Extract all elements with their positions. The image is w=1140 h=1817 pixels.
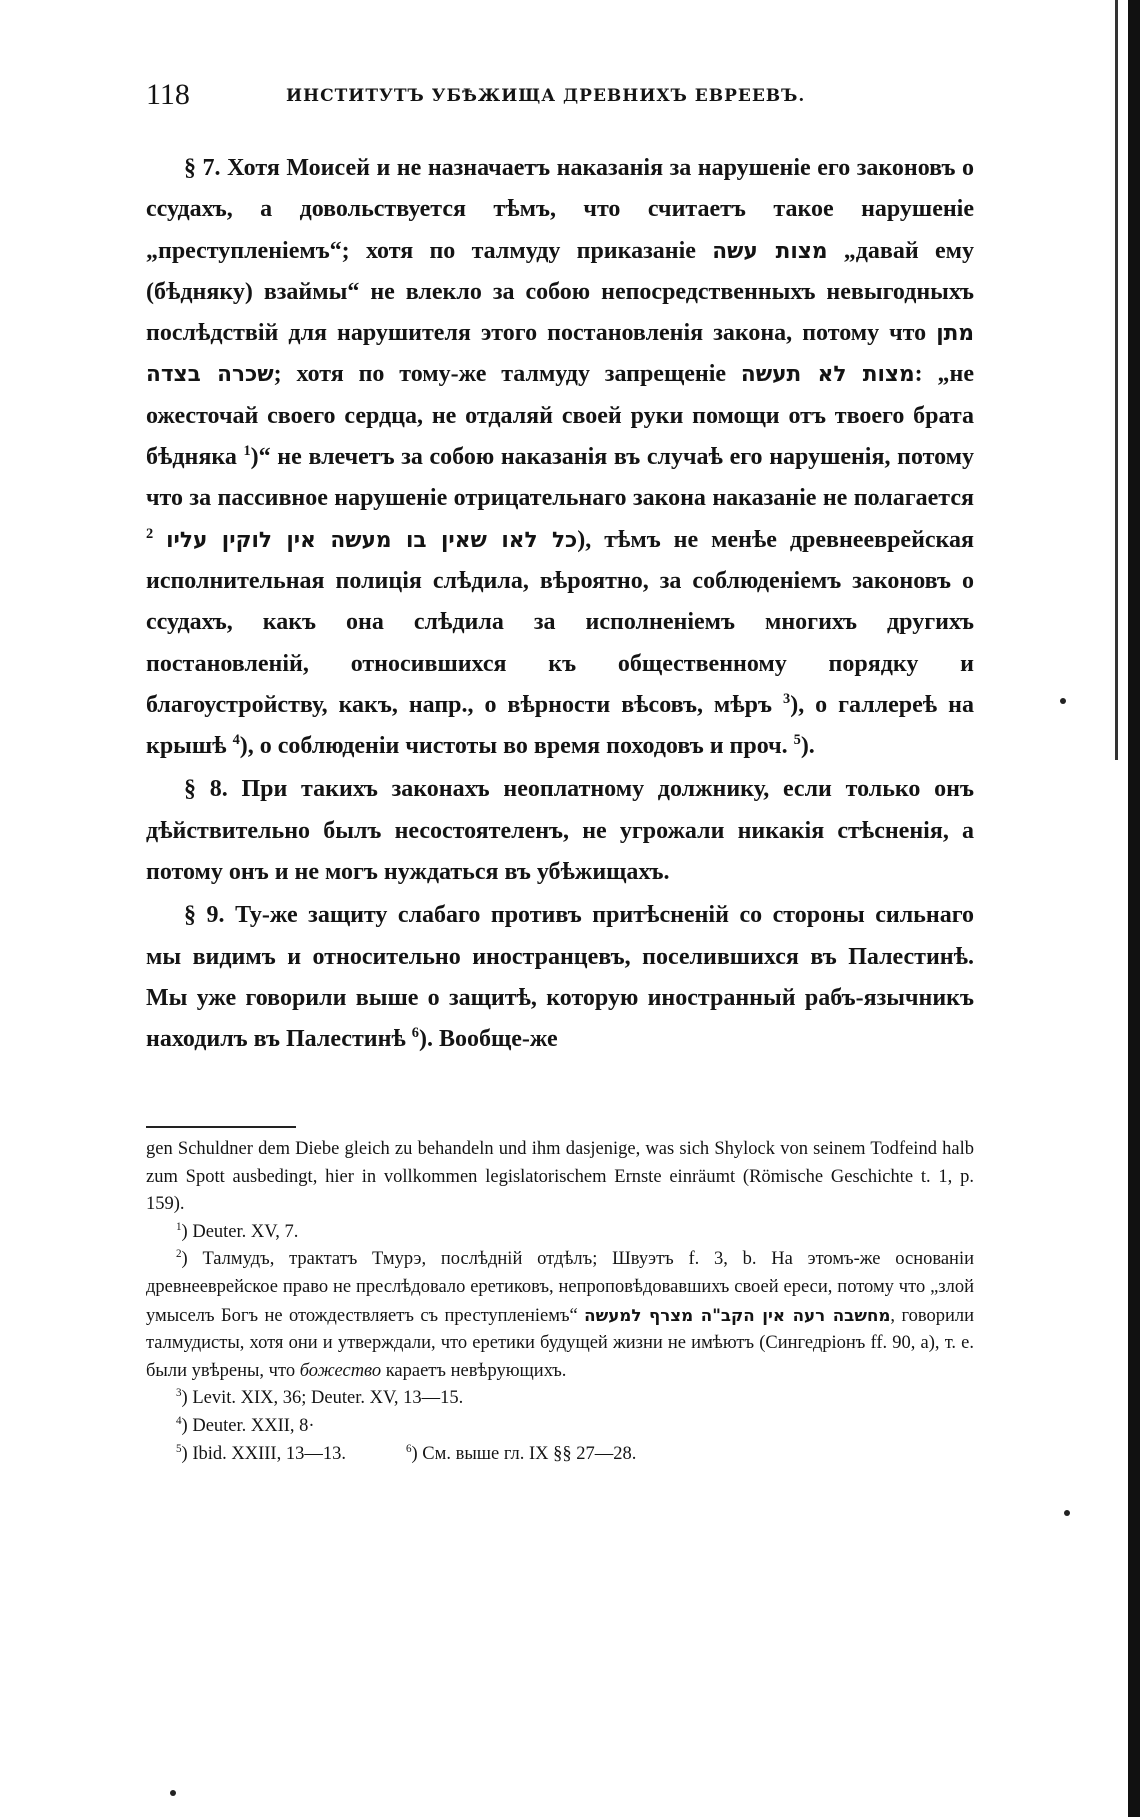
footnote-ref-3: 3: [783, 690, 791, 707]
running-title: ИНСТИТУТЪ УБѢЖИЩА ДРЕВНИХЪ ЕВРЕЕВЪ.: [286, 86, 806, 106]
footnote-ref-1: 1: [243, 443, 251, 460]
hebrew-phrase: מחשבה רעה אין הקב"ה מצרף למעשה: [584, 1305, 891, 1325]
hebrew-phrase: מצות לא תעשה: [740, 362, 915, 388]
footnote-continuation: gen Schuldner dem Diebe gleich zu behandeln und ihm dasjenige, was sich Shylock von seinem Todfeind halb zum Spott ausbedingt, hier in vollkommen legislatorischem Ernste einräumt (Römische Geschichte t. 1, p. 159).: [146, 1139, 974, 1215]
page-number: 118: [146, 78, 190, 111]
paragraph-9: § 9. Ту-же защиту слабаго противъ притѣсненій со стороны сильнаго мы видимъ и относительно иностранцевъ, поселившихся въ Палестинѣ. Мы уже говорили выше о защитѣ, которую иностранный рабъ-язычникъ находилъ въ Палестинѣ $^6$). Вообще-же: [146, 902, 974, 1053]
scan-speck: [1064, 1510, 1070, 1516]
hebrew-phrase: מתן שכרה בצדה: [146, 321, 974, 388]
scan-speck: [1060, 698, 1066, 704]
footnote-ref-5: 5: [793, 732, 801, 749]
footnote-ref-2: 2: [146, 525, 154, 542]
footnote-ref-6: 6: [411, 1025, 419, 1042]
page-header: [146, 78, 976, 118]
scan-speck: [170, 1790, 176, 1796]
paragraph-8: § 8. При такихъ законахъ неоплатному должнику, если только онъ дѣйствительно былъ несостоятеленъ, не угрожали никакія стѣсненія, а потому онъ и не могъ нуждаться въ убѣжищахъ.: [146, 776, 974, 886]
footnote-ref-4: 4: [232, 732, 240, 749]
paragraph-7: § 7. Хотя Моисей и не назначаетъ наказанія за нарушеніе его законовъ о ссудахъ, а довольствуется тѣмъ, что считаетъ такое нарушеніе „преступленіемъ“; хотя по талмуду приказаніе מצות עשה „давай ему (бѣдняку) взаймы“ не влекло за собою непосредственныхъ невыгодныхъ послѣдствій для нарушителя этого постановленія закона, потому что מתן שכרה בצדה; хотя по тому-же талмуду запрещеніе מצות לא תעשה: „не ожесточай своего сердца, не отдаляй своей руки помощи отъ твоего брата бѣдняка $^1$)“ не влечетъ за собою наказанія въ случаѣ его нарушенія, потому что за пассивное нарушеніе отрицательнаго закона наказаніе не полагается כל לאו שאין בו מעשה אין לוקין עליו $^2$ ), тѣмъ не менѣе древнееврейская исполнительная полиція слѣдила, вѣроятно, за соблюденіемъ законовъ о ссудахъ, какъ она слѣдила за исполненіемъ многихъ другихъ постановленій, относившихся къ общественному порядку и благоустройству, какъ, напр., о вѣрности вѣсовъ, мѣръ $^3$), о галлереѣ на крышѣ $^4$), о соблюденіи чистоты во время походовъ и проч. $^5$).: [146, 155, 975, 760]
hebrew-phrase: מצות עשה: [712, 238, 828, 264]
footnotes: [146, 1136, 974, 1468]
footnote-rule: [146, 1126, 296, 1128]
main-text: [146, 148, 974, 1061]
footnote-4: $^4$) Deuter. XXII, 8·: [176, 1414, 315, 1436]
footnote-2: $^2$) Талмудъ, трактатъ Тмурэ, послѣдній отдѣлъ; Швуэтъ f. 3, b. На этомъ-же основаніи древнееврейское право не преслѣдовало еретиковъ, непроповѣдовавшихъ своей ереси, потому что „злой умыселъ Богъ не отождествляетъ съ преступленіемъ“ מחשבה רעה אין הקב"ה מצרף למעשה, говорили талмудисты, хотя они и утверждали, что еретики будущей жизни не имѣютъ (Сингедріонъ ff. 90, a), т. е. были увѣрены, что божество караетъ невѣрующихъ.: [146, 1248, 974, 1381]
footnote-3: $^3$) Levit. XIX, 36; Deuter. XV, 13—15.: [176, 1387, 464, 1409]
footnote-5-6: $^5$) Ibid. XXIII, 13—13. $^6$) См. выше гл. IX §§ 27—28.: [176, 1442, 637, 1464]
footnote-1: $^1$) Deuter. XV, 7.: [176, 1220, 299, 1242]
hebrew-phrase: כל לאו שאין בו מעשה אין לוקין עליו: [166, 527, 578, 553]
scan-edge: [1128, 0, 1140, 1817]
scan-edge-line: [1115, 0, 1118, 760]
